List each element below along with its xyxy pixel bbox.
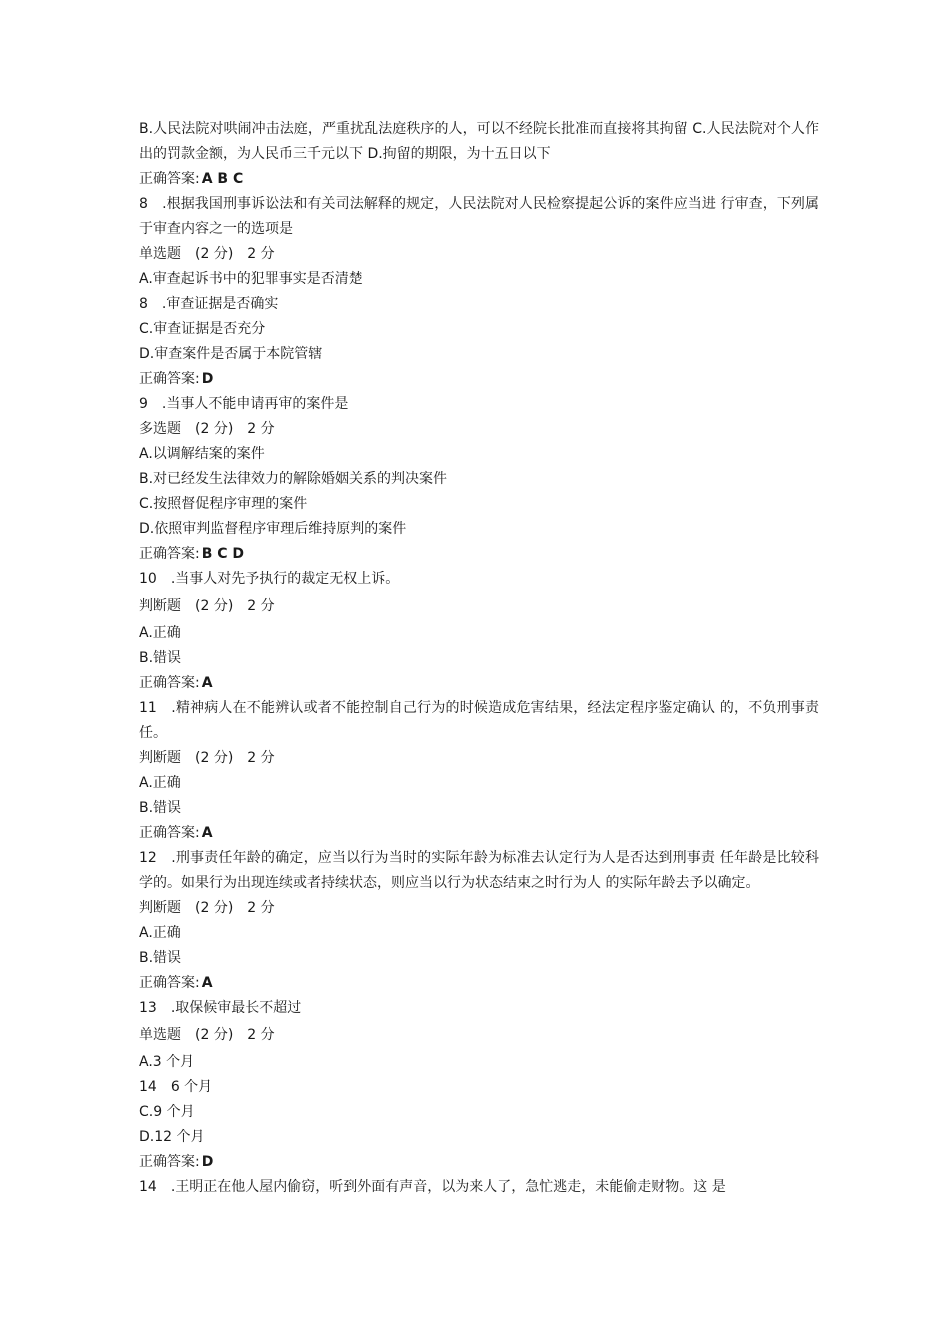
answer-label: 正确答案: [139, 171, 200, 187]
text-line: 14 6 个月 [139, 1079, 213, 1095]
document-body [139, 117, 819, 1200]
text-line: B.错误 [139, 950, 182, 966]
answer-label: 正确答案: [139, 1154, 200, 1170]
correct-answer-line [139, 542, 819, 567]
answer-label: 正确答案: [139, 975, 200, 991]
correct-answer-line [139, 167, 819, 192]
text-line: 判断题 (2 分) 2 分 [139, 900, 275, 916]
text-line: D.12 个月 [139, 1129, 205, 1145]
answer-label: 正确答案: [139, 371, 200, 387]
answer-value: A [201, 825, 213, 841]
text-line: C.审查证据是否充分 [139, 321, 266, 337]
answer-value: A B C [201, 171, 244, 187]
text-line: A.正确 [139, 625, 181, 641]
question-text: 12 .刑事责任年龄的确定，应当以行为当时的实际年龄为标准去认定行为人是否达到刑事责 任年龄是比较科学的。如果行为出现连续或者持续状态，则应当以行为状态结束之时行为人 的实际年龄去予以确定。 [139, 850, 819, 891]
text-line: A.正确 [139, 775, 181, 791]
text-line: 多选题 (2 分) 2 分 [139, 421, 275, 437]
text-line: 10 .当事人对先予执行的裁定无权上诉。 [139, 571, 400, 587]
answer-value: A [201, 675, 213, 691]
text-line: 13 .取保候审最长不超过 [139, 1000, 302, 1016]
answer-value: D [201, 371, 214, 387]
question-text: 11 .精神病人在不能辨认或者不能控制自己行为的时候造成危害结果，经法定程序鉴定确认 的，不负刑事责任。 [139, 700, 819, 741]
correct-answer-line [139, 1150, 819, 1175]
answer-value: D [201, 1154, 214, 1170]
text-line: 8 .审查证据是否确实 [139, 296, 279, 312]
text-line: A.3 个月 [139, 1054, 195, 1070]
text-line: A.以调解结案的案件 [139, 446, 265, 462]
text-line: B.错误 [139, 800, 182, 816]
text-line: C.9 个月 [139, 1104, 195, 1120]
text-line: 9 .当事人不能申请再审的案件是 [139, 396, 349, 412]
correct-answer-line [139, 367, 819, 392]
text-line: D.审查案件是否属于本院管辖 [139, 346, 323, 362]
text-line: 判断题 (2 分) 2 分 [139, 750, 275, 766]
text-line: B.错误 [139, 650, 182, 666]
answer-label: 正确答案: [139, 825, 200, 841]
answer-value: A [201, 975, 213, 991]
answer-label: 正确答案: [139, 675, 200, 691]
text-line: 单选题 (2 分) 2 分 [139, 246, 275, 262]
text-line: 判断题 (2 分) 2 分 [139, 598, 275, 614]
text-line: B.对已经发生法律效力的解除婚姻关系的判决案件 [139, 471, 448, 487]
text-line: A.审查起诉书中的犯罪事实是否清楚 [139, 271, 363, 287]
text-line: A.正确 [139, 925, 181, 941]
correct-answer-line [139, 671, 819, 696]
correct-answer-line [139, 971, 819, 996]
question-text: B.人民法院对哄闹冲击法庭，严重扰乱法庭秩序的人，可以不经院长批准而直接将其拘留 C.人民法院对个人作出的罚款金额，为人民币三千元以下 D.拘留的期限，为十五日以下 [139, 121, 819, 162]
text-line: D.依照审判监督程序审理后维持原判的案件 [139, 521, 407, 537]
correct-answer-line [139, 821, 819, 846]
answer-value: B C D [201, 546, 245, 562]
text-line: 单选题 (2 分) 2 分 [139, 1027, 275, 1043]
text-line: 14 .王明正在他人屋内偷窃，听到外面有声音，以为来人了，急忙逃走，未能偷走财物。这 是 [139, 1179, 726, 1195]
question-text: 8 .根据我国刑事诉讼法和有关司法解释的规定，人民法院对人民检察提起公诉的案件应当进 行审查，下列属于审查内容之一的选项是 [139, 196, 819, 237]
text-line: C.按照督促程序审理的案件 [139, 496, 308, 512]
answer-label: 正确答案: [139, 546, 200, 562]
